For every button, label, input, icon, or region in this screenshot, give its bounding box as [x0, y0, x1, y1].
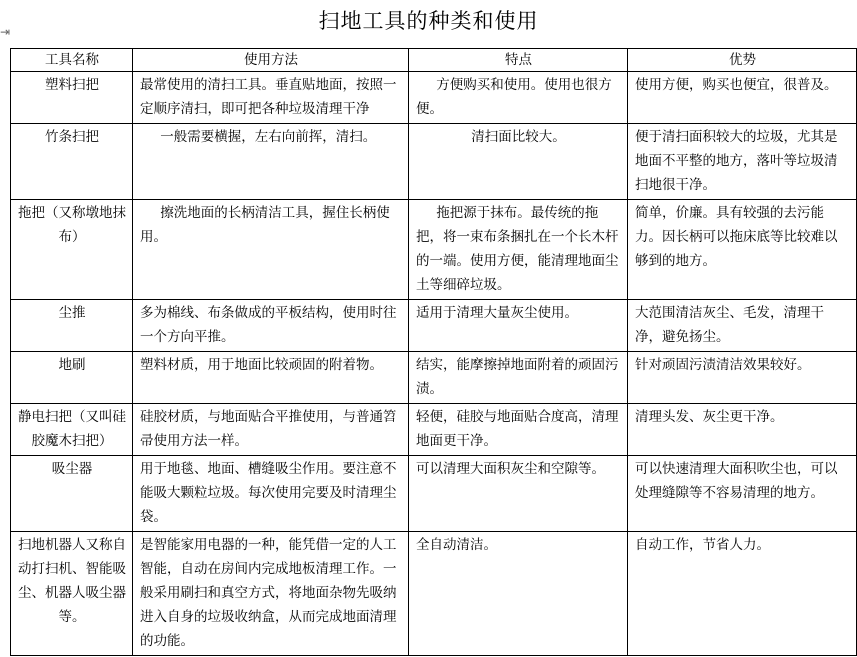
table-row: [11, 200, 857, 300]
cell-usage-method: 硅胶材质，与地面贴合平推使用，与普通笤帚使用方法一样。: [133, 404, 409, 456]
cell-advantages: 清理头发、灰尘更干净。: [628, 404, 857, 456]
cell-usage-method: 最常使用的清扫工具。垂直贴地面，按照一定顺序清扫，即可把各种垃圾清理干净: [133, 72, 409, 124]
cell-advantages: 简单，价廉。具有较强的去污能力。因长柄可以拖床底等比较难以够到的地方。: [628, 200, 857, 300]
header-usage-method: 使用方法: [133, 49, 409, 72]
cell-advantages: 针对顽固污渍清洁效果较好。: [628, 352, 857, 404]
cell-tool-name: 塑料扫把: [11, 72, 133, 124]
header-features: 特点: [409, 49, 628, 72]
cell-features: 拖把源于抹布。最传统的拖把，将一束布条捆扎在一个长木杆的一端。使用方便，能清理地面尘土等细碎垃圾。: [409, 200, 628, 300]
cell-usage-method: 擦洗地面的长柄清洁工具，握住长柄使用。: [133, 200, 409, 300]
cell-features: 适用于清理大量灰尘使用。: [409, 300, 628, 352]
cell-features: 轻便，硅胶与地面贴合度高，清理地面更干净。: [409, 404, 628, 456]
table-row: [11, 456, 857, 532]
cell-usage-method: 塑料材质，用于地面比较顽固的附着物。: [133, 352, 409, 404]
cell-features: 方便购买和使用。使用也很方便。: [409, 72, 628, 124]
cell-usage-method: 是智能家用电器的一种，能凭借一定的人工智能，自动在房间内完成地板清理工作。一般采用刷扫和真空方式，将地面杂物先吸纳进入自身的垃圾收纳盒，从而完成地面清理的功能。: [133, 532, 409, 656]
cell-tool-name: 竹条扫把: [11, 124, 133, 200]
cell-advantages: 使用方便，购买也便宜，很普及。: [628, 72, 857, 124]
cell-usage-method: 用于地毯、地面、槽缝吸尘作用。要注意不能吸大颗粒垃圾。每次使用完要及时清理尘袋。: [133, 456, 409, 532]
cell-tool-name: 吸尘器: [11, 456, 133, 532]
cell-advantages: 自动工作，节省人力。: [628, 532, 857, 656]
cell-tool-name: 尘推: [11, 300, 133, 352]
table-row: [11, 352, 857, 404]
cell-features: 结实，能摩擦掉地面附着的顽固污渍。: [409, 352, 628, 404]
table-row: [11, 300, 857, 352]
header-advantages: 优势: [628, 49, 857, 72]
cell-usage-method: 一般需要横握，左右向前挥，清扫。: [133, 124, 409, 200]
cell-advantages: 便于清扫面积较大的垃圾，尤其是地面不平整的地方，落叶等垃圾清扫地很干净。: [628, 124, 857, 200]
page-title: 扫地工具的种类和使用: [318, 9, 539, 33]
table-row: [11, 72, 857, 124]
cell-tool-name: 地刷: [11, 352, 133, 404]
cell-features: 可以清理大面积灰尘和空隙等。: [409, 456, 628, 532]
cell-features: 全自动清洁。: [409, 532, 628, 656]
margin-arrow-icon: ⇥: [0, 25, 11, 39]
cell-tool-name: 静电扫把（又叫硅胶魔木扫把）: [11, 404, 133, 456]
table-row: [11, 532, 857, 656]
cell-usage-method: 多为棉线、布条做成的平板结构，使用时往一个方向平推。: [133, 300, 409, 352]
table-row: [11, 124, 857, 200]
cell-advantages: 可以快速清理大面积吹尘也，可以处理缝隙等不容易清理的地方。: [628, 456, 857, 532]
cell-advantages: 大范围清洁灰尘、毛发，清理干净，避免扬尘。: [628, 300, 857, 352]
table-header-row: [11, 49, 857, 72]
header-tool-name: 工具名称: [11, 49, 133, 72]
cell-tool-name: 拖把（又称墩地抹布）: [11, 200, 133, 300]
cell-tool-name: 扫地机器人又称自动打扫机、智能吸尘、机器人吸尘器等。: [11, 532, 133, 656]
table-row: [11, 404, 857, 456]
cell-features: 清扫面比较大。: [409, 124, 628, 200]
tools-table: [10, 48, 857, 656]
